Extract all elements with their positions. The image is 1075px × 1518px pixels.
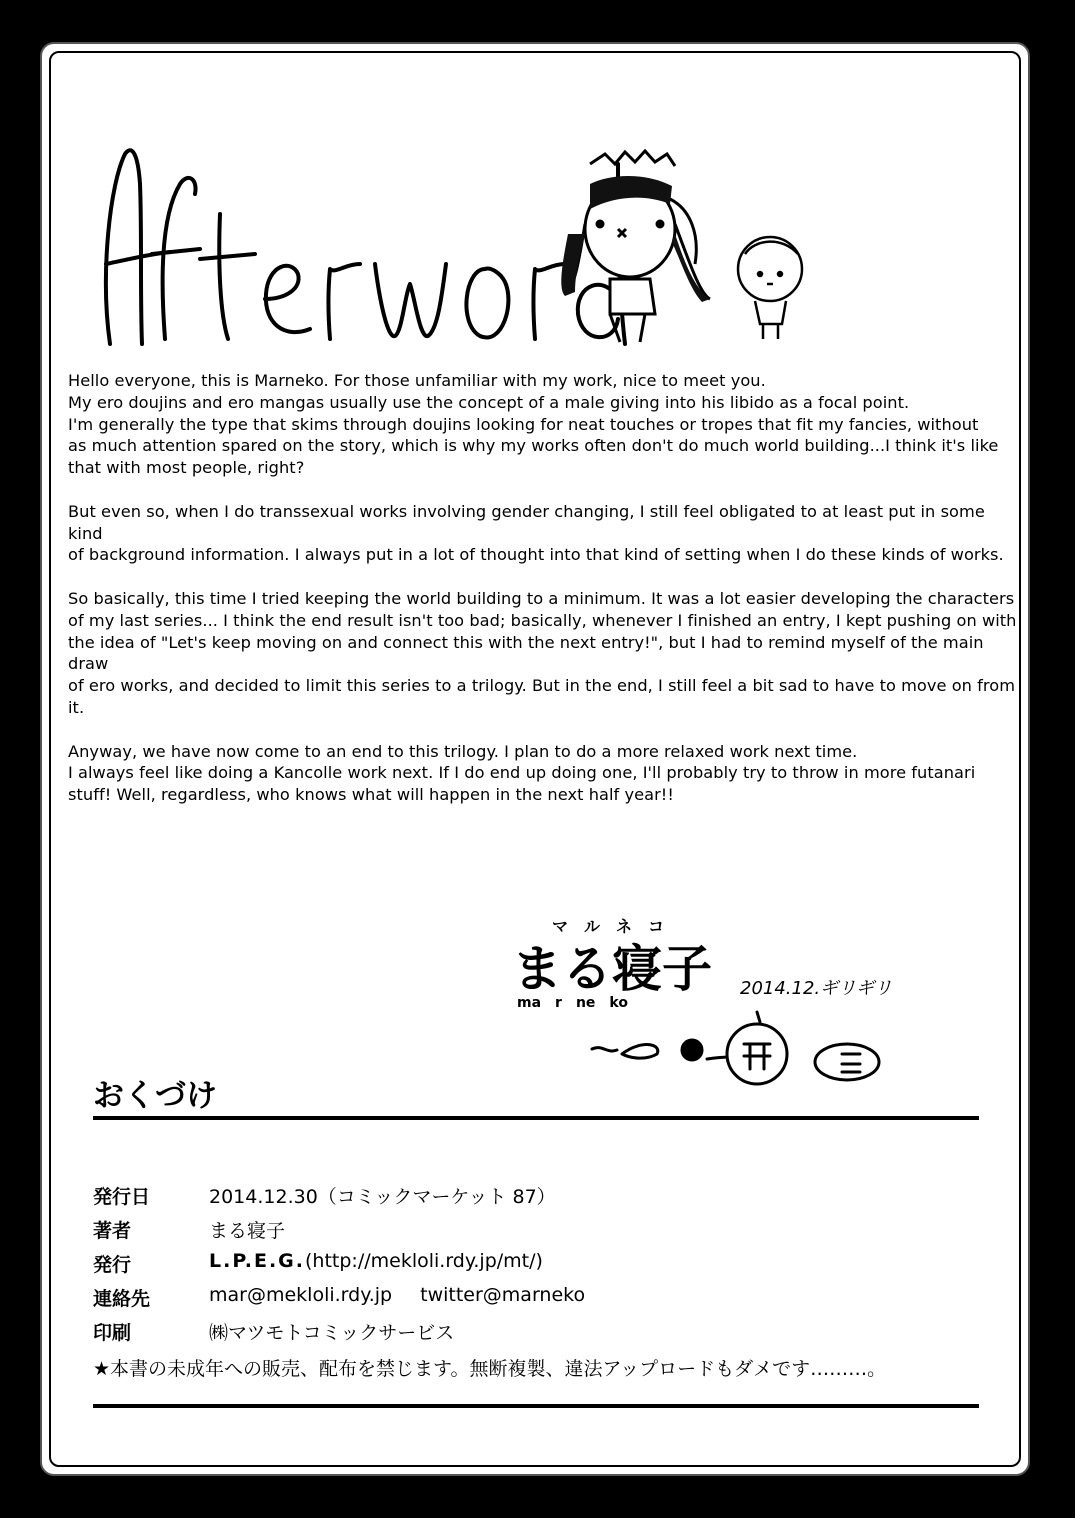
paragraph-2: But even so, when I do transsexual works involving gender changing, I still feel obligated to at least put in some kind of background information. I always put in a lot of thought into that kind of setting when I do these kinds of works. [68, 501, 1004, 565]
afterword-title-art [70, 124, 830, 384]
circle-name: L.P.E.G. [209, 1250, 305, 1272]
signature-romaji: ma r ne ko [517, 995, 628, 1011]
colophon-row-printer [93, 1318, 973, 1352]
colophon-row-date [93, 1182, 973, 1216]
paragraph-1: Hello everyone, this is Marneko. For those unfamiliar with my work, nice to meet you. My ero doujins and ero mangas usually use the concept of a male giving into his libido as a focal point. I'm generally the type that skims through doujins looking for neat touches or tropes that fit my fancies, without as much attention spared on the story, which is why my works often don't do much world building...I think it's like that with most people, right? [68, 371, 999, 478]
colophon-value [209, 1250, 543, 1272]
colophon-label: 連絡先 [93, 1288, 151, 1310]
colophon-table [93, 1182, 973, 1352]
signature-furigana: マ ル ネ コ [552, 917, 665, 936]
colophon-label: 著者 [93, 1220, 132, 1242]
colophon-value: まる寝子 [209, 1220, 286, 1242]
contact-twitter[interactable]: twitter@marneko [420, 1284, 586, 1306]
distribution-notice: ★本書の未成年への販売、配布を禁じます。無断複製、違法アップロードもダメです………。 [93, 1358, 887, 1380]
signature-name: まる寝子 [512, 940, 712, 998]
colophon-label: 発行 [93, 1254, 132, 1276]
colophon-bottom-rule [93, 1404, 979, 1408]
paragraph-3: So basically, this time I tried keeping the world building to a minimum. It was a lot easier developing the characters of my last series... I think the end result isn't too bad; basically, whenever I finished an entry, I kept pushing on with the idea of "Let's keep moving on and connect this with the next entry!", but I had to remind myself of the main draw of ero works, and decided to limit this series to a trilogy. But in the end, I still feel a bit sad to have to move on from it. [68, 588, 1017, 717]
afterword-body [68, 370, 1018, 828]
colophon-value [209, 1284, 585, 1306]
colophon-row-publisher [93, 1250, 973, 1284]
contact-email[interactable]: mar@mekloli.rdy.jp [209, 1284, 393, 1306]
colophon-value: 2014.12.30（コミックマーケット 87） [209, 1186, 556, 1208]
page [40, 42, 1030, 1476]
colophon-row-author [93, 1216, 973, 1250]
colophon-heading: おくづけ [93, 1078, 217, 1114]
circle-url[interactable]: (http://mekloli.rdy.jp/mt/) [305, 1250, 543, 1272]
colophon-row-contact [93, 1284, 973, 1318]
colophon-label: 印刷 [93, 1322, 132, 1344]
signature-date: 2014.12.ギリギリ [740, 978, 893, 999]
colophon-label: 発行日 [93, 1186, 151, 1208]
author-signature [512, 914, 912, 1089]
colophon-value: ㈱マツモトコミックサービス [209, 1322, 455, 1344]
paragraph-4: Anyway, we have now come to an end to this trilogy. I plan to do a more relaxed work next time. I always feel like doing a Kancolle work next. If I do end up doing one, I'll probably try to throw in more futanari stuff! Well, regardless, who knows what will happen in the next half year!! [68, 741, 976, 805]
colophon-top-rule [93, 1116, 979, 1120]
